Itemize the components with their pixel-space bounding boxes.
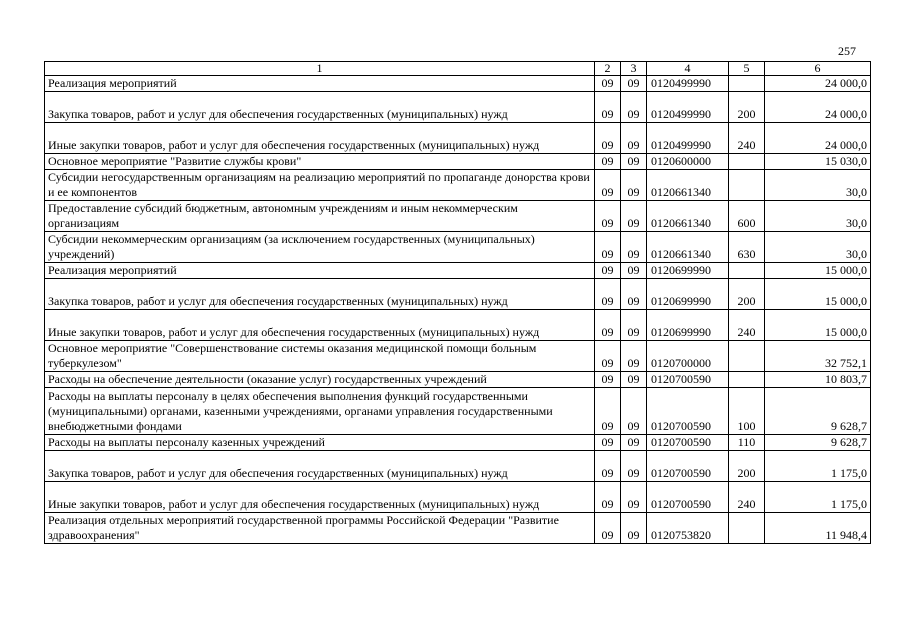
- row-name-cell: Основное мероприятие "Развитие службы крови": [45, 154, 595, 170]
- row-subsection-cell: 09: [621, 123, 647, 154]
- row-amount-cell: 15 000,0: [765, 279, 871, 310]
- row-section-cell: 09: [595, 123, 621, 154]
- row-amount-cell: 24 000,0: [765, 76, 871, 92]
- row-name-cell: Предоставление субсидий бюджетным, автономным учреждениям и иным некоммерческим организациям: [45, 201, 595, 232]
- row-amount-cell: 1 175,0: [765, 482, 871, 513]
- row-amount-cell: 15 000,0: [765, 310, 871, 341]
- row-target-code-cell: 0120499990: [647, 123, 729, 154]
- table-row: [45, 123, 871, 154]
- row-subsection-cell: 09: [621, 154, 647, 170]
- table-row: [45, 201, 871, 232]
- table-row: [45, 513, 871, 544]
- table-row: [45, 310, 871, 341]
- budget-table: [44, 61, 871, 544]
- row-expense-type-cell: [729, 170, 765, 201]
- row-target-code-cell: 0120661340: [647, 170, 729, 201]
- row-section-cell: 09: [595, 170, 621, 201]
- row-subsection-cell: 09: [621, 435, 647, 451]
- row-section-cell: 09: [595, 201, 621, 232]
- row-target-code-cell: 0120661340: [647, 232, 729, 263]
- row-expense-type-cell: 630: [729, 232, 765, 263]
- row-expense-type-cell: [729, 513, 765, 544]
- table-row: [45, 154, 871, 170]
- table-row: [45, 279, 871, 310]
- row-section-cell: 09: [595, 482, 621, 513]
- row-name-cell: Закупка товаров, работ и услуг для обеспечения государственных (муниципальных) нужд: [45, 279, 595, 310]
- table-row: [45, 451, 871, 482]
- row-amount-cell: 9 628,7: [765, 435, 871, 451]
- row-target-code-cell: 0120699990: [647, 310, 729, 341]
- row-section-cell: 09: [595, 232, 621, 263]
- row-section-cell: 09: [595, 310, 621, 341]
- page-number: 257: [838, 44, 856, 58]
- row-subsection-cell: 09: [621, 92, 647, 123]
- row-expense-type-cell: [729, 372, 765, 388]
- row-subsection-cell: 09: [621, 341, 647, 372]
- row-section-cell: 09: [595, 76, 621, 92]
- row-name-cell: Расходы на выплаты персоналу в целях обеспечения выполнения функций государственными (муниципальными) органами, казенными учреждениями, органами управления государственными внебюджетными фондами: [45, 388, 595, 435]
- row-target-code-cell: 0120499990: [647, 92, 729, 123]
- row-target-code-cell: 0120700590: [647, 372, 729, 388]
- row-amount-cell: 11 948,4: [765, 513, 871, 544]
- row-amount-cell: 15 000,0: [765, 263, 871, 279]
- row-expense-type-cell: 240: [729, 482, 765, 513]
- row-expense-type-cell: 240: [729, 123, 765, 154]
- row-section-cell: 09: [595, 279, 621, 310]
- table-row: [45, 92, 871, 123]
- row-section-cell: 09: [595, 263, 621, 279]
- row-name-cell: Иные закупки товаров, работ и услуг для обеспечения государственных (муниципальных) нужд: [45, 123, 595, 154]
- row-name-cell: Закупка товаров, работ и услуг для обеспечения государственных (муниципальных) нужд: [45, 451, 595, 482]
- row-target-code-cell: 0120699990: [647, 279, 729, 310]
- row-expense-type-cell: 240: [729, 310, 765, 341]
- row-subsection-cell: 09: [621, 513, 647, 544]
- row-amount-cell: 30,0: [765, 232, 871, 263]
- row-name-cell: Реализация мероприятий: [45, 76, 595, 92]
- row-name-cell: Иные закупки товаров, работ и услуг для обеспечения государственных (муниципальных) нужд: [45, 310, 595, 341]
- row-name-cell: Закупка товаров, работ и услуг для обеспечения государственных (муниципальных) нужд: [45, 92, 595, 123]
- row-section-cell: 09: [595, 435, 621, 451]
- row-subsection-cell: 09: [621, 372, 647, 388]
- row-name-cell: Расходы на обеспечение деятельности (оказание услуг) государственных учреждений: [45, 372, 595, 388]
- table-header-row: [45, 62, 871, 76]
- row-expense-type-cell: 200: [729, 451, 765, 482]
- row-expense-type-cell: [729, 263, 765, 279]
- row-expense-type-cell: [729, 341, 765, 372]
- row-amount-cell: 10 803,7: [765, 372, 871, 388]
- row-subsection-cell: 09: [621, 201, 647, 232]
- row-name-cell: Расходы на выплаты персоналу казенных учреждений: [45, 435, 595, 451]
- row-subsection-cell: 09: [621, 232, 647, 263]
- row-target-code-cell: 0120699990: [647, 263, 729, 279]
- column-header: 4: [647, 62, 729, 76]
- row-expense-type-cell: [729, 76, 765, 92]
- row-name-cell: Реализация мероприятий: [45, 263, 595, 279]
- row-target-code-cell: 0120700590: [647, 435, 729, 451]
- row-section-cell: 09: [595, 92, 621, 123]
- row-amount-cell: 9 628,7: [765, 388, 871, 435]
- row-expense-type-cell: 100: [729, 388, 765, 435]
- row-amount-cell: 24 000,0: [765, 123, 871, 154]
- row-target-code-cell: 0120700590: [647, 388, 729, 435]
- row-expense-type-cell: 110: [729, 435, 765, 451]
- row-section-cell: 09: [595, 341, 621, 372]
- row-amount-cell: 30,0: [765, 201, 871, 232]
- row-subsection-cell: 09: [621, 451, 647, 482]
- row-subsection-cell: 09: [621, 76, 647, 92]
- row-section-cell: 09: [595, 154, 621, 170]
- row-target-code-cell: 0120700000: [647, 341, 729, 372]
- row-amount-cell: 24 000,0: [765, 92, 871, 123]
- table-row: [45, 435, 871, 451]
- row-section-cell: 09: [595, 388, 621, 435]
- row-amount-cell: 32 752,1: [765, 341, 871, 372]
- row-subsection-cell: 09: [621, 263, 647, 279]
- row-expense-type-cell: 600: [729, 201, 765, 232]
- column-header: 2: [595, 62, 621, 76]
- column-header: 6: [765, 62, 871, 76]
- row-amount-cell: 30,0: [765, 170, 871, 201]
- table-row: [45, 341, 871, 372]
- table-row: [45, 76, 871, 92]
- table-row: [45, 372, 871, 388]
- row-target-code-cell: 0120499990: [647, 76, 729, 92]
- row-section-cell: 09: [595, 372, 621, 388]
- column-header: 1: [45, 62, 595, 76]
- row-subsection-cell: 09: [621, 482, 647, 513]
- row-subsection-cell: 09: [621, 170, 647, 201]
- row-expense-type-cell: 200: [729, 279, 765, 310]
- row-name-cell: Реализация отдельных мероприятий государственной программы Российской Федерации "Развитие здравоохранения": [45, 513, 595, 544]
- column-header: 3: [621, 62, 647, 76]
- row-target-code-cell: 0120600000: [647, 154, 729, 170]
- table-row: [45, 170, 871, 201]
- row-name-cell: Основное мероприятие "Совершенствование системы оказания медицинской помощи больным туберкулезом": [45, 341, 595, 372]
- table-row: [45, 263, 871, 279]
- row-target-code-cell: 0120700590: [647, 482, 729, 513]
- row-target-code-cell: 0120753820: [647, 513, 729, 544]
- row-expense-type-cell: [729, 154, 765, 170]
- row-subsection-cell: 09: [621, 279, 647, 310]
- table-row: [45, 482, 871, 513]
- row-target-code-cell: 0120661340: [647, 201, 729, 232]
- row-section-cell: 09: [595, 513, 621, 544]
- row-section-cell: 09: [595, 451, 621, 482]
- row-name-cell: Субсидии некоммерческим организациям (за исключением государственных (муниципальных) учреждений): [45, 232, 595, 263]
- table-row: [45, 232, 871, 263]
- table-row: [45, 388, 871, 435]
- row-name-cell: Иные закупки товаров, работ и услуг для обеспечения государственных (муниципальных) нужд: [45, 482, 595, 513]
- row-subsection-cell: 09: [621, 388, 647, 435]
- column-header: 5: [729, 62, 765, 76]
- row-subsection-cell: 09: [621, 310, 647, 341]
- row-name-cell: Субсидии негосударственным организациям на реализацию мероприятий по пропаганде донорства крови и ее компонентов: [45, 170, 595, 201]
- table-body: [45, 76, 871, 544]
- row-expense-type-cell: 200: [729, 92, 765, 123]
- row-amount-cell: 15 030,0: [765, 154, 871, 170]
- row-amount-cell: 1 175,0: [765, 451, 871, 482]
- row-target-code-cell: 0120700590: [647, 451, 729, 482]
